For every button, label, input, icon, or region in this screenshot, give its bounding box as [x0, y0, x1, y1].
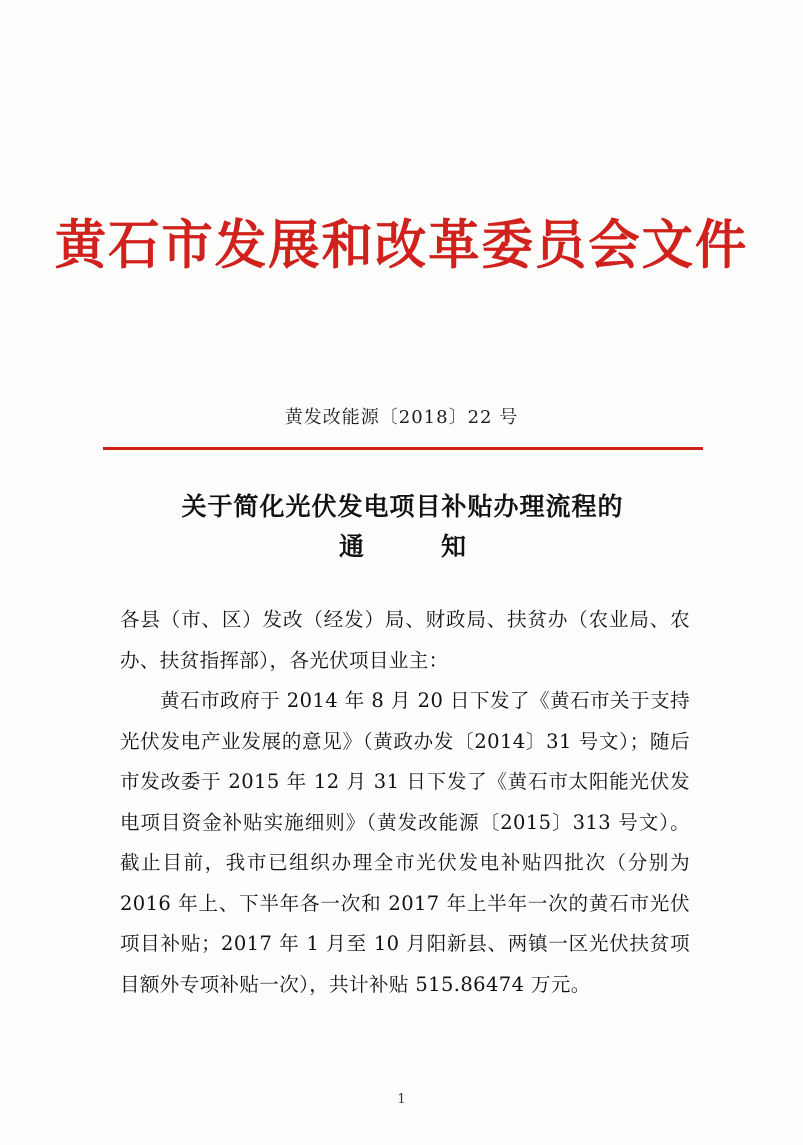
paragraph-background: 黄石市政府于 2014 年 8 月 20 日下发了《黄石市关于支持光伏发电产业发展的意见》（黄政办发〔2014〕31 号文）；随后市发改委于 2015 年 12 月 31 日下发了《黄石市太阳能光伏发电项目资金补贴实施细则》（黄发改能源〔2015〕313 号文）。截止目前，我市已组织办理全市光伏发电补贴四批次（分别为 2016 年上、下半年各一次和 2017 年上半年一次的黄石市光伏项目补贴；2017 年 1 月至 10 月阳新县、两镇一区光伏扶贫项目额外专项补贴一次），共计补贴 515.86474 万元。 — [120, 689, 690, 996]
page-title-line-2: 通 知 — [338, 532, 492, 561]
masthead-title: 黄石市发展和改革委员会文件 — [54, 214, 749, 276]
masthead — [0, 216, 803, 274]
document-number: 黄发改能源〔2018〕22 号 — [284, 407, 519, 428]
page-title — [120, 487, 685, 567]
page-number: 1 — [397, 1092, 406, 1107]
body-text — [120, 600, 690, 1005]
red-divider-rule — [103, 447, 703, 450]
page-title-line-1: 关于简化光伏发电项目补贴办理流程的 — [181, 492, 624, 521]
paragraph-salutation: 各县（市、区）发改（经发）局、财政局、扶贫办（农业局、农办、扶贫指挥部），各光伏项目业主： — [120, 608, 690, 672]
